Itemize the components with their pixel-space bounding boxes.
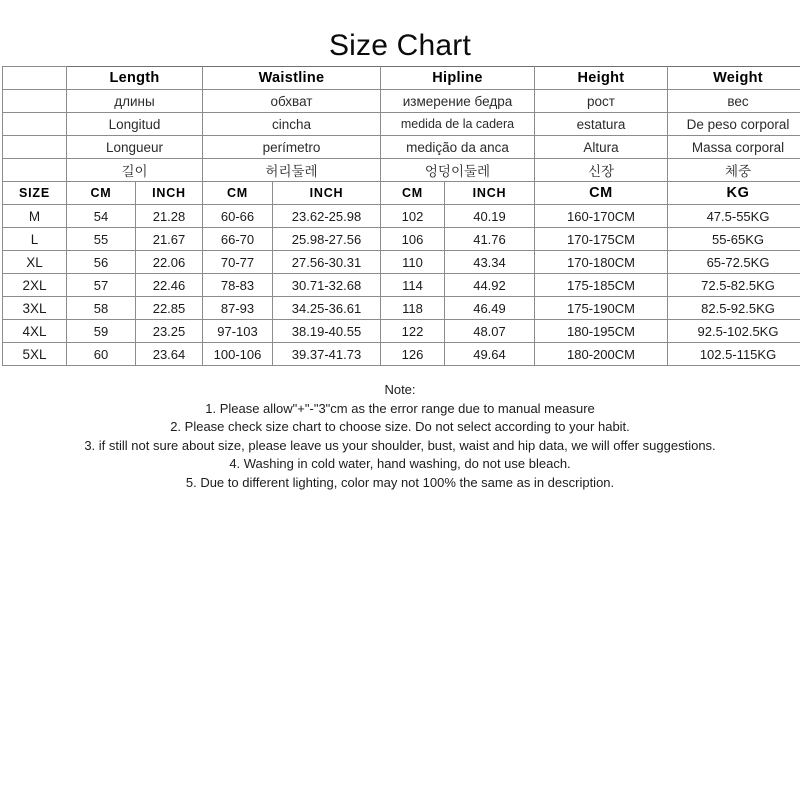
header-hipline-ko: 엉덩이둘레 bbox=[381, 159, 535, 182]
cell-length-inch: 22.06 bbox=[136, 251, 203, 274]
header-hipline-en: Hipline bbox=[381, 67, 535, 90]
column-header-height-cm: CM bbox=[535, 182, 668, 205]
table-row-lang-en bbox=[3, 67, 800, 90]
table-row bbox=[3, 274, 800, 297]
cell-waist-cm: 70-77 bbox=[203, 251, 273, 274]
header-length-ko: 길이 bbox=[67, 159, 203, 182]
cell-length-cm: 55 bbox=[67, 228, 136, 251]
table-row-lang-pt bbox=[3, 136, 800, 159]
header-height-ko: 신장 bbox=[535, 159, 668, 182]
column-header-length-inch: INCH bbox=[136, 182, 203, 205]
cell-length-inch: 23.64 bbox=[136, 343, 203, 366]
cell-size: L bbox=[3, 228, 67, 251]
table-row-lang-es bbox=[3, 113, 800, 136]
column-header-waist-cm: CM bbox=[203, 182, 273, 205]
column-header-size: SIZE bbox=[3, 182, 67, 205]
header-waistline-es: cincha bbox=[203, 113, 381, 136]
header-height-es: estatura bbox=[535, 113, 668, 136]
cell-hip-cm: 122 bbox=[381, 320, 445, 343]
cell-hip-cm: 102 bbox=[381, 205, 445, 228]
table-row-lang-ko bbox=[3, 159, 800, 182]
column-header-length-cm: CM bbox=[67, 182, 136, 205]
size-table-container bbox=[2, 66, 800, 366]
cell-length-cm: 60 bbox=[67, 343, 136, 366]
header-waistline-ru: обхват bbox=[203, 90, 381, 113]
cell-size: XL bbox=[3, 251, 67, 274]
cell-hip-inch: 49.64 bbox=[445, 343, 535, 366]
cell-waist-inch: 39.37-41.73 bbox=[273, 343, 381, 366]
header-hipline-ru: измерение бедра bbox=[381, 90, 535, 113]
cell-waist-cm: 100-106 bbox=[203, 343, 273, 366]
header-hipline-pt: medição da anca bbox=[381, 136, 535, 159]
cell-hip-cm: 110 bbox=[381, 251, 445, 274]
cell-height: 170-180CM bbox=[535, 251, 668, 274]
cell-waist-cm: 97-103 bbox=[203, 320, 273, 343]
header-height-ru: рост bbox=[535, 90, 668, 113]
table-row-units bbox=[3, 182, 800, 205]
corner-blank-cell bbox=[3, 90, 67, 113]
cell-weight: 65-72.5KG bbox=[668, 251, 800, 274]
cell-waist-cm: 78-83 bbox=[203, 274, 273, 297]
corner-blank-cell bbox=[3, 113, 67, 136]
cell-weight: 72.5-82.5KG bbox=[668, 274, 800, 297]
cell-size: 4XL bbox=[3, 320, 67, 343]
cell-waist-inch: 23.62-25.98 bbox=[273, 205, 381, 228]
cell-size: 3XL bbox=[3, 297, 67, 320]
corner-blank-cell bbox=[3, 159, 67, 182]
column-header-hip-inch: INCH bbox=[445, 182, 535, 205]
cell-waist-inch: 25.98-27.56 bbox=[273, 228, 381, 251]
header-hipline-es: medida de la cadera bbox=[381, 113, 535, 136]
note-line-1: 1. Please allow"+"-"3"cm as the error range due to manual measure bbox=[205, 400, 595, 416]
cell-weight: 47.5-55KG bbox=[668, 205, 800, 228]
cell-waist-inch: 30.71-32.68 bbox=[273, 274, 381, 297]
note-line-5: 5. Due to different lighting, color may not 100% the same as in description. bbox=[185, 474, 615, 490]
cell-waist-cm: 87-93 bbox=[203, 297, 273, 320]
cell-height: 180-195CM bbox=[535, 320, 668, 343]
table-row bbox=[3, 343, 800, 366]
header-length-pt: Longueur bbox=[67, 136, 203, 159]
header-weight-ko: 체중 bbox=[668, 159, 800, 182]
cell-weight: 102.5-115KG bbox=[668, 343, 800, 366]
table-row-lang-ru bbox=[3, 90, 800, 113]
header-weight-pt: Massa corporal bbox=[668, 136, 800, 159]
cell-height: 160-170CM bbox=[535, 205, 668, 228]
table-row bbox=[3, 251, 800, 274]
table-row bbox=[3, 205, 800, 228]
header-waistline-pt: perímetro bbox=[203, 136, 381, 159]
note-line-4: 4. Washing in cold water, hand washing, do not use bleach. bbox=[229, 456, 571, 472]
table-row bbox=[3, 228, 800, 251]
note-heading: Note: bbox=[384, 382, 416, 397]
header-length-es: Longitud bbox=[67, 113, 203, 136]
cell-waist-cm: 60-66 bbox=[203, 205, 273, 228]
header-weight-ru: вес bbox=[668, 90, 800, 113]
cell-length-cm: 56 bbox=[67, 251, 136, 274]
header-height-pt: Altura bbox=[535, 136, 668, 159]
cell-waist-inch: 27.56-30.31 bbox=[273, 251, 381, 274]
note-line-3: 3. if still not sure about size, please leave us your shoulder, bust, waist and hip data, we will offer suggestions. bbox=[84, 437, 716, 453]
cell-length-inch: 22.85 bbox=[136, 297, 203, 320]
page-title: Size Chart bbox=[328, 29, 472, 62]
cell-hip-inch: 48.07 bbox=[445, 320, 535, 343]
note-line-2: 2. Please check size chart to choose size. Do not select according to your habit. bbox=[170, 419, 630, 435]
cell-weight: 92.5-102.5KG bbox=[668, 320, 800, 343]
cell-hip-cm: 126 bbox=[381, 343, 445, 366]
header-weight-es: De peso corporal bbox=[668, 113, 800, 136]
cell-hip-inch: 46.49 bbox=[445, 297, 535, 320]
cell-length-cm: 57 bbox=[67, 274, 136, 297]
column-header-hip-cm: CM bbox=[381, 182, 445, 205]
note-block bbox=[0, 381, 800, 493]
cell-hip-cm: 106 bbox=[381, 228, 445, 251]
cell-hip-cm: 114 bbox=[381, 274, 445, 297]
cell-size: 2XL bbox=[3, 274, 67, 297]
header-length-ru: длины bbox=[67, 90, 203, 113]
cell-weight: 55-65KG bbox=[668, 228, 800, 251]
size-table bbox=[2, 66, 800, 366]
cell-length-cm: 54 bbox=[67, 205, 136, 228]
corner-blank-cell bbox=[3, 136, 67, 159]
cell-hip-inch: 41.76 bbox=[445, 228, 535, 251]
header-length-en: Length bbox=[67, 67, 203, 90]
cell-height: 175-185CM bbox=[535, 274, 668, 297]
cell-hip-inch: 40.19 bbox=[445, 205, 535, 228]
header-height-en: Height bbox=[535, 67, 668, 90]
cell-waist-inch: 38.19-40.55 bbox=[273, 320, 381, 343]
table-row bbox=[3, 297, 800, 320]
cell-length-cm: 59 bbox=[67, 320, 136, 343]
cell-length-cm: 58 bbox=[67, 297, 136, 320]
cell-length-inch: 23.25 bbox=[136, 320, 203, 343]
cell-height: 180-200CM bbox=[535, 343, 668, 366]
size-table-body bbox=[3, 67, 800, 366]
header-weight-en: Weight bbox=[668, 67, 800, 90]
corner-blank-cell bbox=[3, 67, 67, 90]
cell-length-inch: 21.28 bbox=[136, 205, 203, 228]
cell-height: 175-190CM bbox=[535, 297, 668, 320]
header-waistline-en: Waistline bbox=[203, 67, 381, 90]
column-header-weight-kg: KG bbox=[668, 182, 800, 205]
cell-hip-cm: 118 bbox=[381, 297, 445, 320]
column-header-waist-inch: INCH bbox=[273, 182, 381, 205]
cell-weight: 82.5-92.5KG bbox=[668, 297, 800, 320]
header-waistline-ko: 허리둘레 bbox=[203, 159, 381, 182]
cell-length-inch: 21.67 bbox=[136, 228, 203, 251]
cell-size: 5XL bbox=[3, 343, 67, 366]
cell-length-inch: 22.46 bbox=[136, 274, 203, 297]
cell-waist-inch: 34.25-36.61 bbox=[273, 297, 381, 320]
table-row bbox=[3, 320, 800, 343]
cell-hip-inch: 44.92 bbox=[445, 274, 535, 297]
cell-hip-inch: 43.34 bbox=[445, 251, 535, 274]
cell-height: 170-175CM bbox=[535, 228, 668, 251]
cell-size: M bbox=[3, 205, 67, 228]
cell-waist-cm: 66-70 bbox=[203, 228, 273, 251]
